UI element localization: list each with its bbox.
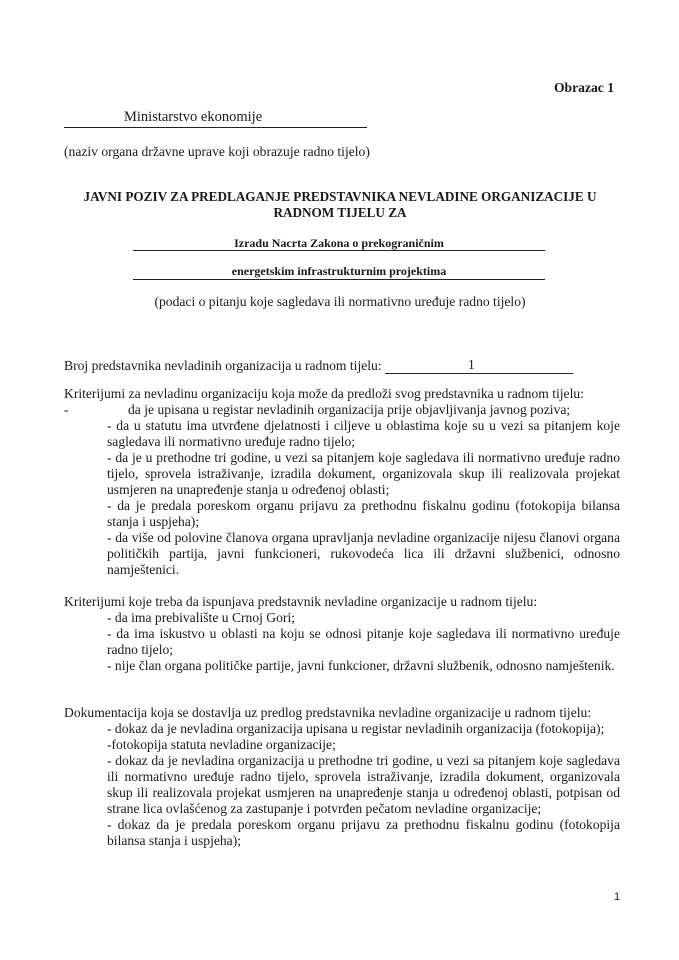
count-value: 1 — [468, 357, 475, 372]
page-number: 1 — [614, 891, 621, 903]
first-dash: - — [64, 402, 69, 417]
count-field — [385, 358, 573, 374]
subject-caption: (podaci o pitanju koje sagledava ili normativno uređuje radno tijelo) — [154, 294, 526, 309]
title-line-1: JAVNI POZIV ZA PREDLAGANJE PREDSTAVNIKA NEVLADINE ORGANIZACIJE U — [83, 189, 597, 204]
authority-caption: (naziv organa državne uprave koji obrazuje radno tijelo) — [64, 144, 370, 159]
org-criteria-item: - da je u prethodne tri godine, u vezi sa pitanjem koje sagledava ili normativno uređuje radno tijelo, sprovela istraživanje, izradila dokument, organizovala skup ili realizovala projekat usmjeren na unapređenje stanja u određenoj oblasti; — [107, 450, 620, 497]
org-criteria-section — [64, 386, 620, 578]
documentation-heading: Dokumentacija koja se dostavlja uz predlog predstavnika nevladine organizacije u radnom tijelu: — [64, 705, 592, 720]
rep-criteria-section — [64, 594, 620, 674]
org-criteria-item: - da u statutu ima utvrđene djelatnosti i ciljeve u oblastima koje su u vezi sa pitanjem koje sagledava ili normativno uređuje radno tijelo; — [107, 418, 620, 449]
page-title — [40, 189, 640, 221]
subject-line-2: energetskim infrastrukturnim projektima — [231, 264, 447, 278]
org-criteria-item: - da je predala poreskom organu prijavu za prethodnu fiskalnu godinu (fotokopija bilansa stanja i uspjeha); — [107, 498, 620, 529]
documentation-item: - dokaz da je nevladina organizacija upisana u registar nevladinih organizacija (fotokopija); — [107, 721, 605, 736]
title-line-2: RADNOM TIJELU ZA — [273, 205, 407, 220]
documentation-section — [64, 705, 620, 849]
subject-line-1: Izradu Nacrta Zakona o prekograničnim — [234, 236, 444, 250]
form-label: Obrazac 1 — [553, 80, 614, 95]
rep-criteria-item: - da ima prebivalište u Crnoj Gori; — [107, 610, 296, 625]
org-criteria-heading: Kriterijumi za nevladinu organizaciju koja može da predloži svog predstavnika u radnom tijelu: — [64, 386, 584, 401]
rep-criteria-heading: Kriterijumi koje treba da ispunjava predstavnik nevladine organizacije u radnom tijelu: — [64, 594, 538, 609]
documentation-item: - dokaz da je predala poreskom organu prijavu za prethodnu fiskalnu godinu (fotokopija bilansa stanja i uspjeha); — [107, 817, 620, 848]
documentation-item: -fotokopija statuta nevladine organizacije; — [107, 737, 336, 752]
org-criteria-item: - da više od polovine članova organa upravljanja nevladine organizacije nijesu članovi organa političkih partija, javni funkcioneri, rukovodeća lica ili državni službenici, odnosno namještenici. — [107, 530, 620, 577]
documentation-item: - dokaz da je nevladina organizacija u prethodne tri godine, u vezi sa pitanjem koje sagledava ili normativno uređuje radno tijelo, sprovela istraživanje, izradila dokument, organizovala skup ili realizovala projekat usmjeren na unapređenje stanja u određenoj oblasti, potpisan od strane lica ovlašćenog za zastupanje i potvrđen pečatom nevladine organizacije; — [107, 753, 620, 816]
rep-criteria-item: - da ima iskustvo u oblasti na koju se odnosi pitanje koje sagledava ili normativno uređuje radno tijelo; — [107, 626, 620, 657]
count-label: Broj predstavnika nevladinih organizacija u radnom tijelu: — [64, 358, 382, 373]
authority-name: Ministarstvo ekonomije — [124, 109, 263, 125]
org-criteria-item: da je upisana u registar nevladinih organizacija prije objavljivanja javnog poziva; — [128, 402, 571, 417]
rep-criteria-item: - nije član organa političke partije, javni funkcioner, državni službenik, odnosno namještenik. — [107, 658, 615, 673]
